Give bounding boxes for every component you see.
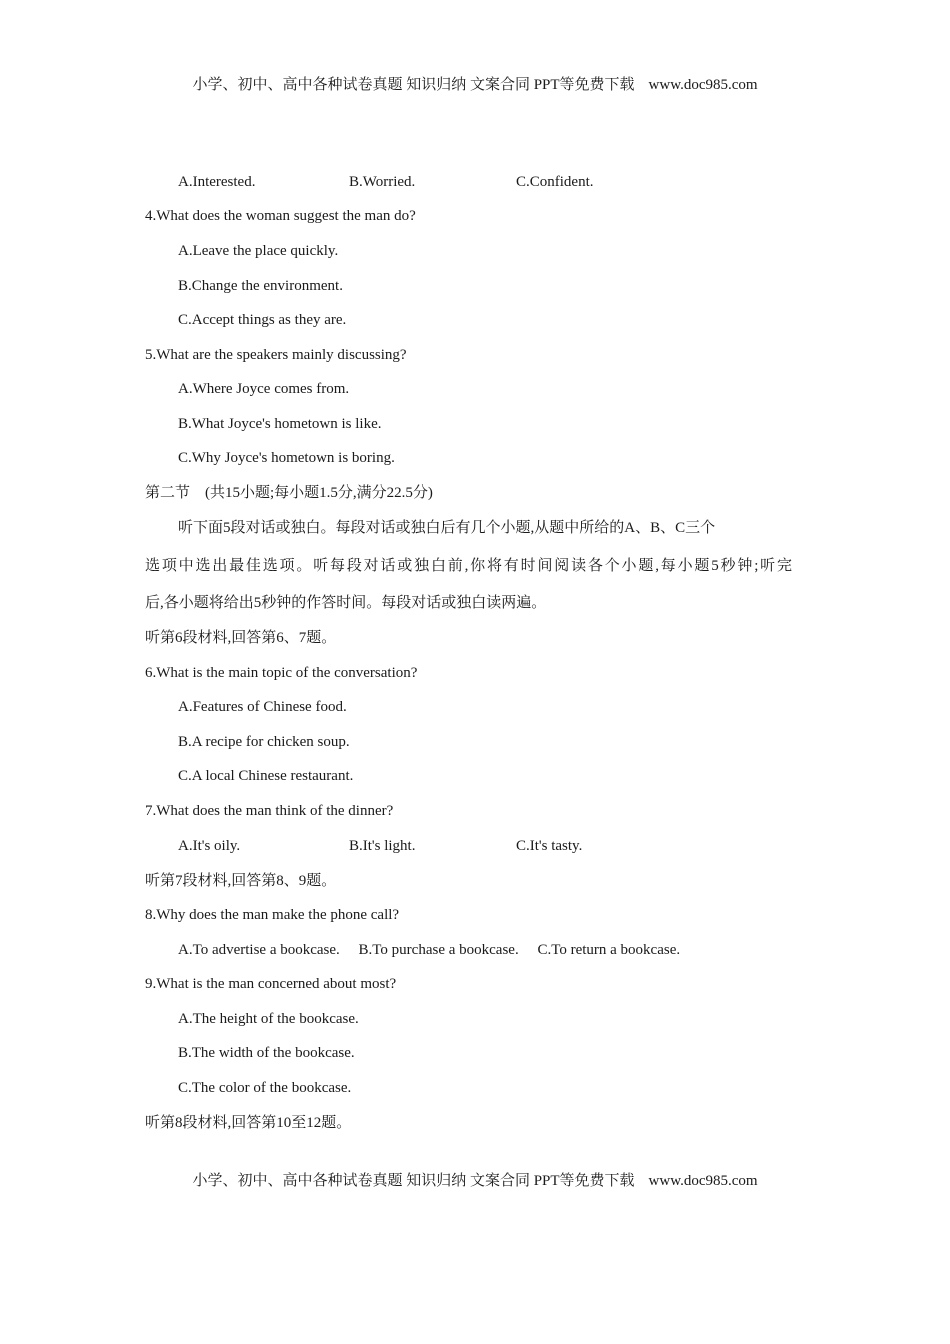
page-header [0,73,950,94]
q3-option-a: A.Interested. [178,174,256,190]
material-8-heading: 听第8段材料,回答第10至12题。 [145,1115,352,1131]
q9-stem: 9.What is the man concerned about most? [145,976,397,992]
q8-options: A.To advertise a bookcase. B.To purchase a bookcase. C.To return a bookcase. [178,942,681,958]
q6-option-a: A.Features of Chinese food. [178,699,347,715]
q8-stem: 8.Why does the man make the phone call? [145,907,400,923]
q3-option-c: C.Confident. [516,174,594,190]
q9-option-c: C.The color of the bookcase. [178,1080,352,1096]
q5-option-c: C.Why Joyce's hometown is boring. [178,450,395,466]
q4-option-a: A.Leave the place quickly. [178,243,339,259]
q7-stem: 7.What does the man think of the dinner? [145,803,394,819]
header-text: 小学、初中、高中各种试卷真题 知识归纳 文案合同 PPT等免费下载 [192,77,635,93]
material-6-heading: 听第6段材料,回答第6、7题。 [145,630,337,646]
q6-option-c: C.A local Chinese restaurant. [178,768,354,784]
section2-instruction-line3: 后,各小题将给出5秒钟的作答时间。每段对话或独白读两遍。 [145,595,547,611]
q5-option-b: B.What Joyce's hometown is like. [178,416,382,432]
section2-instruction-line2: 选项中选出最佳选项。听每段对话或独白前,你将有时间阅读各个小题,每小题5秒钟;听完 [145,558,792,574]
section2-title: 第二节 (共15小题;每小题1.5分,满分22.5分) [145,485,433,501]
q6-option-b: B.A recipe for chicken soup. [178,734,350,750]
section2-instruction-line1: 听下面5段对话或独白。每段对话或独白后有几个小题,从题中所给的A、B、C三个 [178,520,716,536]
q7-option-a: A.It's oily. [178,838,241,854]
q9-option-b: B.The width of the bookcase. [178,1045,355,1061]
q7-option-c: C.It's tasty. [516,838,583,854]
footer-text: 小学、初中、高中各种试卷真题 知识归纳 文案合同 PPT等免费下载 [192,1173,635,1189]
q9-option-a: A.The height of the bookcase. [178,1011,359,1027]
q5-option-a: A.Where Joyce comes from. [178,381,350,397]
q7-option-b: B.It's light. [349,838,416,854]
footer-url[interactable]: www.doc985.com [648,1173,758,1189]
material-7-heading: 听第7段材料,回答第8、9题。 [145,873,337,889]
header-url[interactable]: www.doc985.com [648,77,758,93]
q3-option-b: B.Worried. [349,174,416,190]
q6-stem: 6.What is the main topic of the conversation? [145,665,418,681]
q5-stem: 5.What are the speakers mainly discussing? [145,347,407,363]
q4-option-b: B.Change the environment. [178,278,343,294]
page-footer [0,1169,950,1190]
q4-stem: 4.What does the woman suggest the man do? [145,208,416,224]
q4-option-c: C.Accept things as they are. [178,312,347,328]
